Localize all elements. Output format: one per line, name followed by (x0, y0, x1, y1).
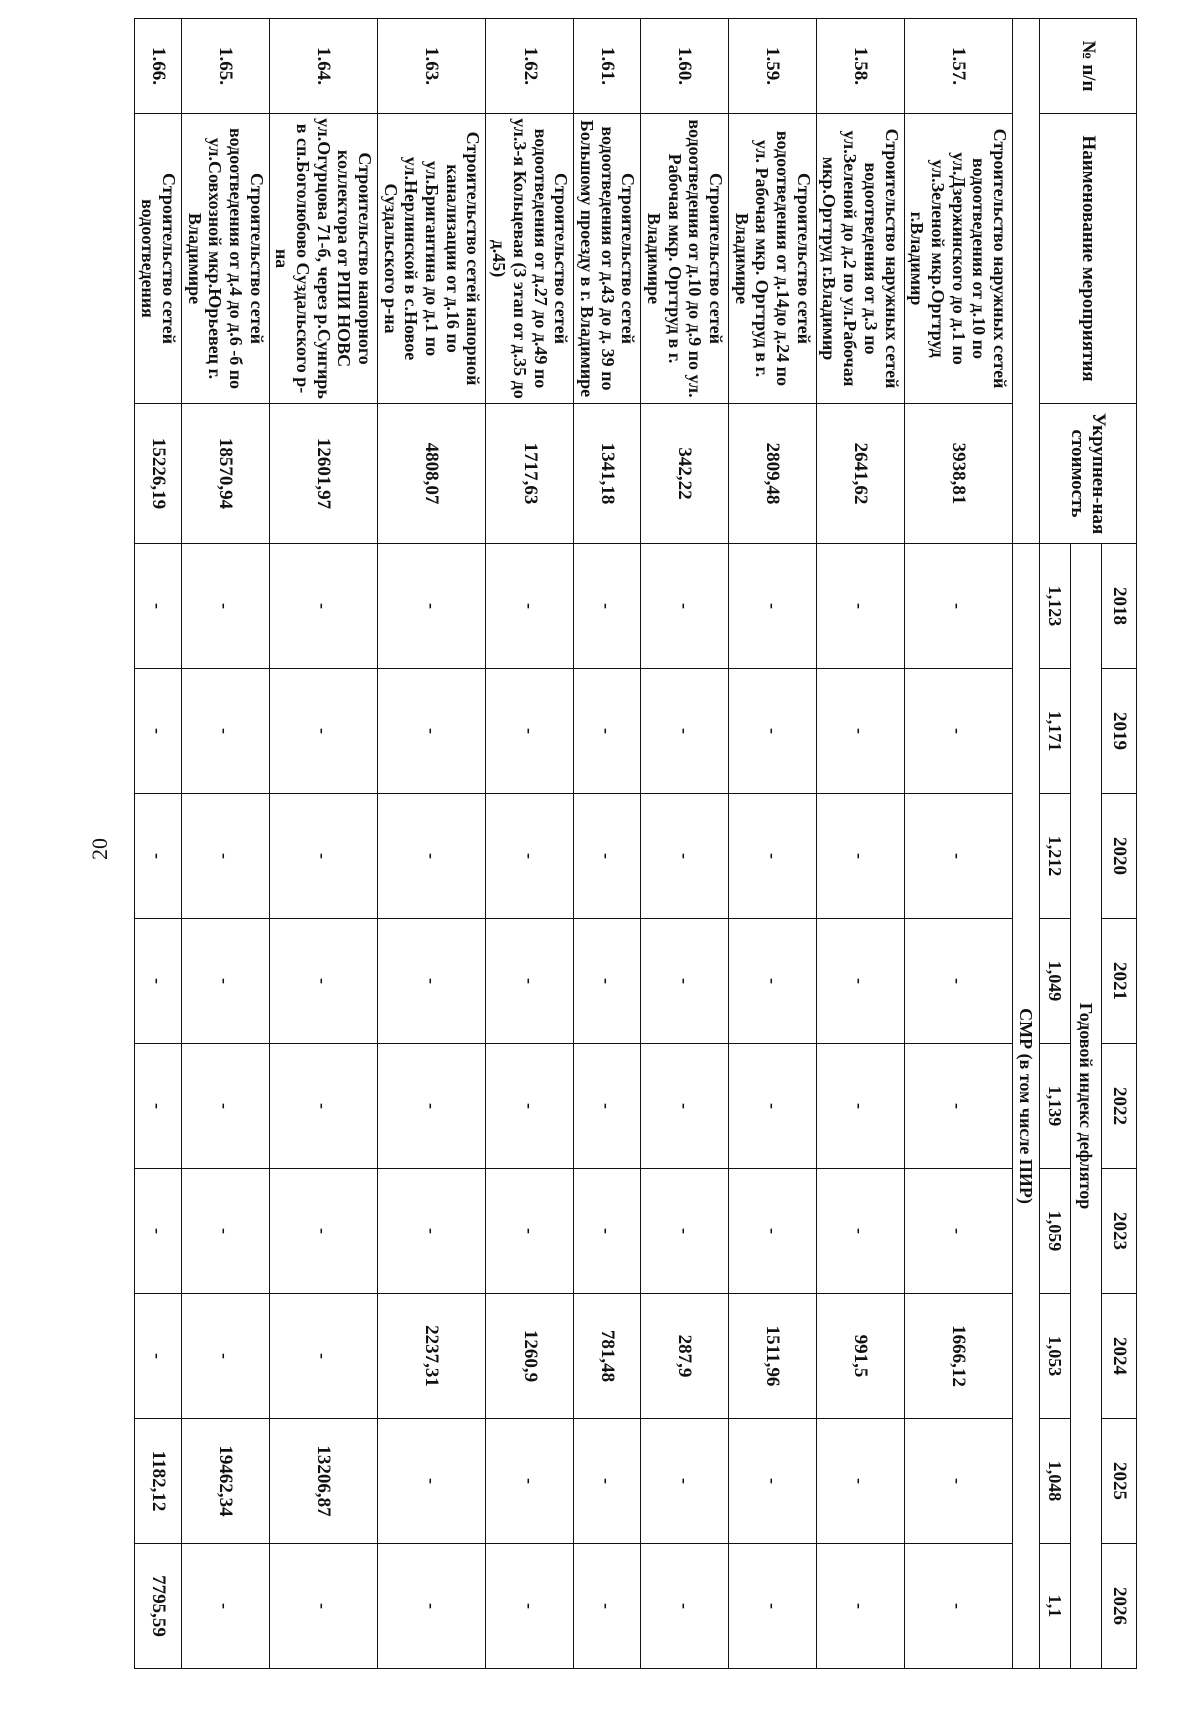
row-year-value: - (729, 1544, 817, 1669)
deflator-value: 1,059 (1040, 1169, 1071, 1294)
row-year-value: - (135, 1294, 181, 1419)
row-year-value: - (904, 919, 1012, 1044)
row-year-value: - (904, 1544, 1012, 1669)
row-year-value: - (641, 919, 729, 1044)
row-year-value: - (135, 544, 181, 669)
row-name: Строительство напорного коллектора от РПИ НОВС ул.Огурцова 71-б, через р.Сунгирь в сп.Боголюбово Суздальского р-на (269, 114, 377, 404)
row-year-value: - (641, 669, 729, 794)
row-year-value: - (904, 544, 1012, 669)
row-number: 1.63. (378, 19, 486, 114)
smr-spacer (1013, 19, 1040, 544)
row-year-value: - (135, 1044, 181, 1169)
row-year-value: 13206,87 (269, 1419, 377, 1544)
row-number: 1.60. (641, 19, 729, 114)
row-year-value: - (729, 1169, 817, 1294)
row-year-value: - (641, 794, 729, 919)
row-year-value: - (269, 1544, 377, 1669)
row-cost: 342,22 (641, 404, 729, 544)
row-name: Строительство сетей водоотведения от д.10 до д.9 по ул. Рабочая мкр. Оргтруд в г. Владимире (641, 114, 729, 404)
row-year-value: - (904, 1419, 1012, 1544)
deflator-value: 1,053 (1040, 1294, 1071, 1419)
row-year-value: - (181, 794, 269, 919)
row-year-value: 781,48 (574, 1294, 641, 1419)
year-header: 2021 (1102, 919, 1137, 1044)
deflator-value: 1,139 (1040, 1044, 1071, 1169)
row-year-value: - (486, 1169, 574, 1294)
row-year-value: - (269, 669, 377, 794)
row-year-value: - (181, 1294, 269, 1419)
table-row (181, 19, 269, 1669)
row-year-value: - (729, 1419, 817, 1544)
deflator-value: 1,048 (1040, 1419, 1071, 1544)
row-year-value: - (574, 544, 641, 669)
row-year-value: - (378, 1544, 486, 1669)
table-row (378, 19, 486, 1669)
row-year-value: - (269, 1169, 377, 1294)
row-year-value: - (135, 919, 181, 1044)
page-number: 20 (87, 838, 112, 860)
row-year-value: - (641, 1544, 729, 1669)
row-name: Строительство сетей водоотведения (135, 114, 181, 404)
row-year-value: - (904, 669, 1012, 794)
row-year-value: 1511,96 (729, 1294, 817, 1419)
row-year-value: - (486, 1419, 574, 1544)
row-number: 1.66. (135, 19, 181, 114)
row-year-value: - (816, 1169, 904, 1294)
table-row (574, 19, 641, 1669)
row-year-value: - (378, 919, 486, 1044)
deflator-value: 1,123 (1040, 544, 1071, 669)
row-year-value: - (378, 669, 486, 794)
rotated-table-wrapper (138, 18, 1137, 1668)
smr-label: СМР (в том числе ПИР) (1013, 544, 1040, 1669)
year-header: 2023 (1102, 1169, 1137, 1294)
year-header: 2022 (1102, 1044, 1137, 1169)
row-year-value: - (181, 1044, 269, 1169)
row-year-value: - (378, 1169, 486, 1294)
row-year-value: 2237,31 (378, 1294, 486, 1419)
row-year-value: - (378, 1044, 486, 1169)
row-cost: 12601,97 (269, 404, 377, 544)
row-name: Строительство сетей водоотведения от д.27 до д.49 по ул.3-я Кольцевая (3 этап от д.35 до д.45) (486, 114, 574, 404)
row-name: Строительство сетей водоотведения от д.4 до д.6 -б по ул.Совхозной мкр.Юрьевец г. Владимире (181, 114, 269, 404)
row-name: Строительство сетей напорной канализации от д.16 по ул.Бригантина до д.1 по ул.Нерлинской в с.Новое Суздальского р-на (378, 114, 486, 404)
table-body (135, 19, 1013, 1669)
row-cost: 18570,94 (181, 404, 269, 544)
row-year-value: - (729, 544, 817, 669)
row-cost: 2641,62 (816, 404, 904, 544)
row-year-value: - (816, 1044, 904, 1169)
row-year-value: - (904, 1169, 1012, 1294)
row-year-value: - (378, 1419, 486, 1544)
row-name: Строительство сетей водоотведения от д.43 до д. 39 по Большому проезду в г. Владимире (574, 114, 641, 404)
row-cost: 4808,07 (378, 404, 486, 544)
row-year-value: - (486, 669, 574, 794)
deflator-value: 1,171 (1040, 669, 1071, 794)
deflator-value: 1,1 (1040, 1544, 1071, 1669)
table-row (816, 19, 904, 1669)
row-year-value: - (816, 794, 904, 919)
row-number: 1.61. (574, 19, 641, 114)
row-year-value: - (729, 1044, 817, 1169)
row-number: 1.62. (486, 19, 574, 114)
table-row (486, 19, 574, 1669)
row-name: Строительство сетей водоотведения от д.14до д.24 по ул. Рабочая мкр. Оргтруд в г. Владимире (729, 114, 817, 404)
row-year-value: - (181, 669, 269, 794)
row-year-value: - (486, 1044, 574, 1169)
row-year-value: - (181, 1169, 269, 1294)
row-number: 1.64. (269, 19, 377, 114)
year-header: 2019 (1102, 669, 1137, 794)
row-year-value: - (641, 1419, 729, 1544)
year-header: 2020 (1102, 794, 1137, 919)
row-cost: 2809,48 (729, 404, 817, 544)
year-header: 2018 (1102, 544, 1137, 669)
row-cost: 1341,18 (574, 404, 641, 544)
row-year-value: 287,9 (641, 1294, 729, 1419)
row-year-value: 991,5 (816, 1294, 904, 1419)
row-year-value: - (816, 1419, 904, 1544)
row-year-value: - (486, 794, 574, 919)
row-year-value: - (816, 1544, 904, 1669)
row-number: 1.59. (729, 19, 817, 114)
row-year-value: - (574, 919, 641, 1044)
investment-table (135, 18, 1138, 1669)
table-row (729, 19, 817, 1669)
col-no-header: № п/п (1040, 19, 1137, 114)
row-year-value: - (135, 1169, 181, 1294)
row-year-value: 19462,34 (181, 1419, 269, 1544)
row-year-value: - (378, 794, 486, 919)
row-name: Строительство наружных сетей водоотведения от д.10 по ул.Дзержинского до д.1 по ул.Зеленой мкр.Оргтруд г.Владимир (904, 114, 1012, 404)
row-year-value: - (574, 794, 641, 919)
row-name: Строительство наружных сетей водоотведения от д.3 по ул.Зеленой до д.2 по ул.Рабочая мкр.Оргтруд г.Владимир (816, 114, 904, 404)
row-number: 1.65. (181, 19, 269, 114)
row-year-value: - (816, 669, 904, 794)
row-year-value: - (135, 669, 181, 794)
row-number: 1.57. (904, 19, 1012, 114)
row-year-value: - (486, 1544, 574, 1669)
row-year-value: - (181, 919, 269, 1044)
table-row (269, 19, 377, 1669)
year-header: 2026 (1102, 1544, 1137, 1669)
row-year-value: - (729, 669, 817, 794)
table-row (135, 19, 181, 1669)
deflator-value: 1,049 (1040, 919, 1071, 1044)
row-year-value: - (641, 544, 729, 669)
row-year-value: - (135, 794, 181, 919)
table-header (1013, 19, 1137, 1669)
row-year-value: - (574, 669, 641, 794)
year-header: 2025 (1102, 1419, 1137, 1544)
row-year-value: - (641, 1044, 729, 1169)
row-year-value: - (904, 794, 1012, 919)
row-year-value: - (904, 1044, 1012, 1169)
row-year-value: - (574, 1169, 641, 1294)
row-year-value: - (269, 794, 377, 919)
row-year-value: - (816, 544, 904, 669)
row-year-value: - (269, 1044, 377, 1169)
row-year-value: - (729, 919, 817, 1044)
table-row (904, 19, 1012, 1669)
row-year-value: - (729, 794, 817, 919)
year-header: 2024 (1102, 1294, 1137, 1419)
deflator-label: Годовой индекс дефлятор (1071, 544, 1102, 1669)
row-year-value: - (378, 544, 486, 669)
row-year-value: 1666,12 (904, 1294, 1012, 1419)
row-cost: 3938,81 (904, 404, 1012, 544)
row-year-value: - (641, 1169, 729, 1294)
col-cost-header: Укрупнен-ная стоимость (1040, 404, 1137, 544)
row-year-value: 7795,59 (135, 1544, 181, 1669)
row-year-value: - (486, 544, 574, 669)
row-year-value: - (181, 1544, 269, 1669)
row-year-value: - (574, 1044, 641, 1169)
row-year-value: - (574, 1544, 641, 1669)
row-year-value: - (181, 544, 269, 669)
row-cost: 1717,63 (486, 404, 574, 544)
row-year-value: 1260,9 (486, 1294, 574, 1419)
row-year-value: - (816, 919, 904, 1044)
row-year-value: - (574, 1419, 641, 1544)
row-number: 1.58. (816, 19, 904, 114)
deflator-value: 1,212 (1040, 794, 1071, 919)
row-year-value: - (269, 1294, 377, 1419)
row-year-value: - (269, 919, 377, 1044)
row-year-value: - (486, 919, 574, 1044)
row-year-value: 1182,12 (135, 1419, 181, 1544)
row-cost: 15226,19 (135, 404, 181, 544)
col-name-header: Наименование мероприятия (1040, 114, 1137, 404)
table-row (641, 19, 729, 1669)
row-year-value: - (269, 544, 377, 669)
